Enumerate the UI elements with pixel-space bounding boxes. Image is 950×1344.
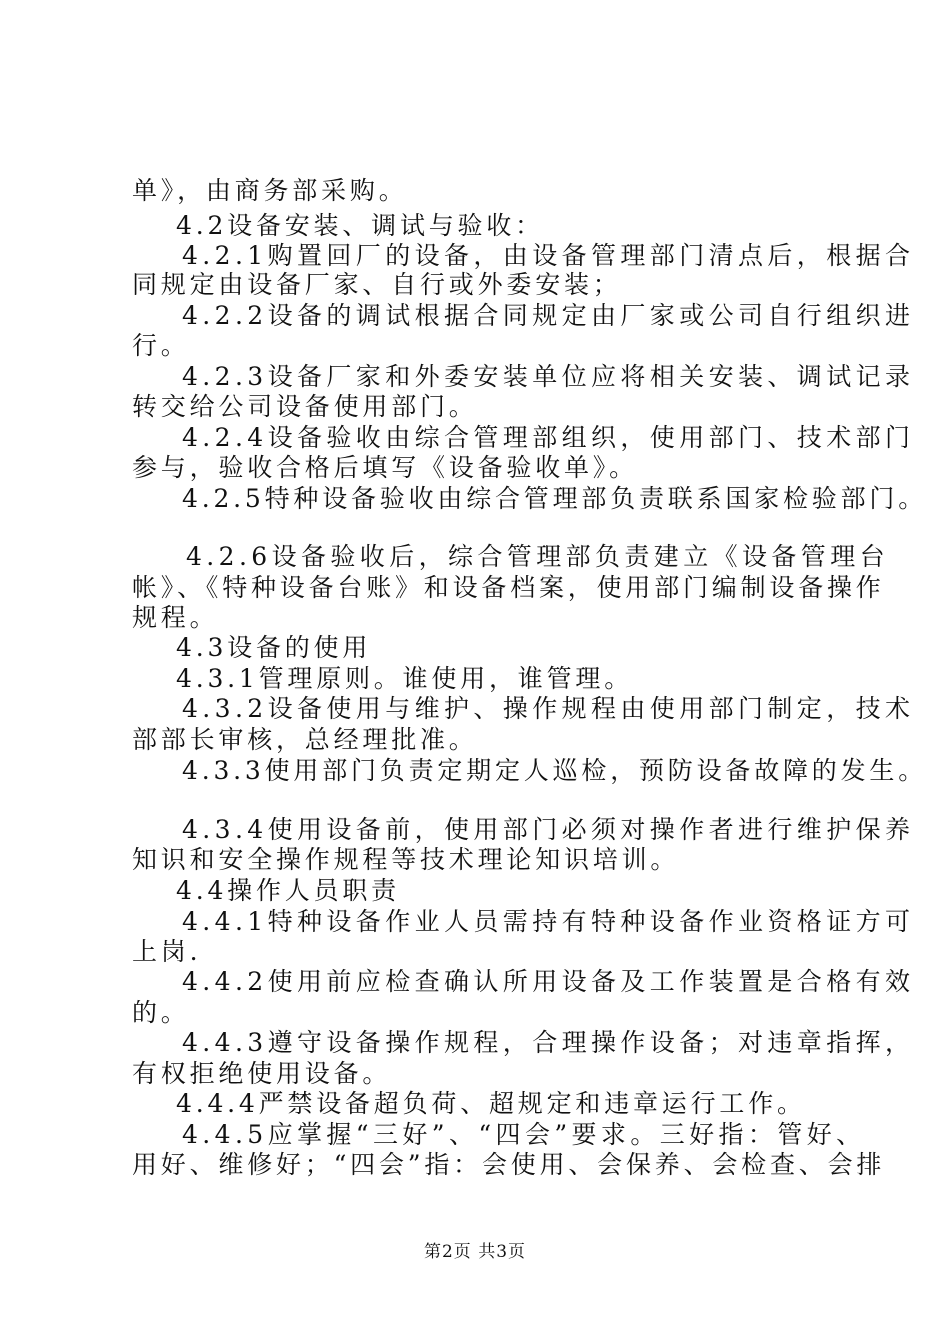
text-line: 4.4.1特种设备作业人员需持有特种设备作业资格证方可 [182,907,915,936]
text-line: 4.2.3设备厂家和外委安装单位应将相关安装、调试记录 [182,362,915,391]
text-line: 上岗. [132,937,202,966]
text-line: 行。 [132,331,190,360]
text-line: 部部长审核，总经理批准。 [132,725,478,754]
text-line: 4.4.5应掌握“三好”、“四会”要求。三好指：管好、 [182,1120,866,1149]
section-heading: 4.3设备的使用 [176,633,372,662]
text-line: 4.2.6设备验收后，综合管理部负责建立《设备管理台 [186,542,890,571]
text-line: 知识和安全操作规程等技术理论知识培训。 [132,845,680,874]
text-line: 4.4.2使用前应检查确认所用设备及工作装置是合格有效 [182,967,915,996]
text-line: 的。 [132,998,190,1027]
section-heading: 4.4操作人员职责 [176,876,400,905]
text-line: 4.2.5特种设备验收由综合管理部负责联系国家检验部门。 [182,484,928,513]
text-line: 4.3.3使用部门负责定期定人巡检，预防设备故障的发生。 [182,756,928,785]
text-line: 4.2.2设备的调试根据合同规定由厂家或公司自行组织进 [182,301,915,330]
text-line: 帐》、《特种设备台账》和设备档案，使用部门编制设备操作 [132,573,885,602]
text-line: 参与，验收合格后填写《设备验收单》。 [132,453,638,482]
page-footer: 第2页 共3页 [423,1242,527,1262]
text-line: 有权拒绝使用设备。 [132,1059,392,1088]
text-line: 规程。 [132,603,219,632]
text-line: 4.4.4严禁设备超负荷、超规定和违章运行工作。 [176,1089,806,1118]
text-line: 4.2.4设备验收由综合管理部组织，使用部门、技术部门 [182,423,915,452]
section-heading: 4.2设备安装、调试与验收： [176,211,544,240]
text-line: 同规定由设备厂家、自行或外委安装； [132,270,622,299]
text-line: 4.3.1管理原则。谁使用，谁管理。 [176,664,634,693]
text-line: 4.3.2设备使用与维护、操作规程由使用部门制定，技术 [182,694,915,723]
text-line: 4.4.3遵守设备操作规程，合理操作设备；对违章指挥， [182,1028,915,1057]
text-line: 单》，由商务部采购。 [132,176,408,205]
text-line: 转交给公司设备使用部门。 [132,392,478,421]
text-line: 4.2.1购置回厂的设备，由设备管理部门清点后，根据合 [182,241,915,270]
text-line: 4.3.4使用设备前，使用部门必须对操作者进行维护保养 [182,815,915,844]
text-line: 用好、维修好；“四会”指：会使用、会保养、会检查、会排 [132,1150,886,1179]
